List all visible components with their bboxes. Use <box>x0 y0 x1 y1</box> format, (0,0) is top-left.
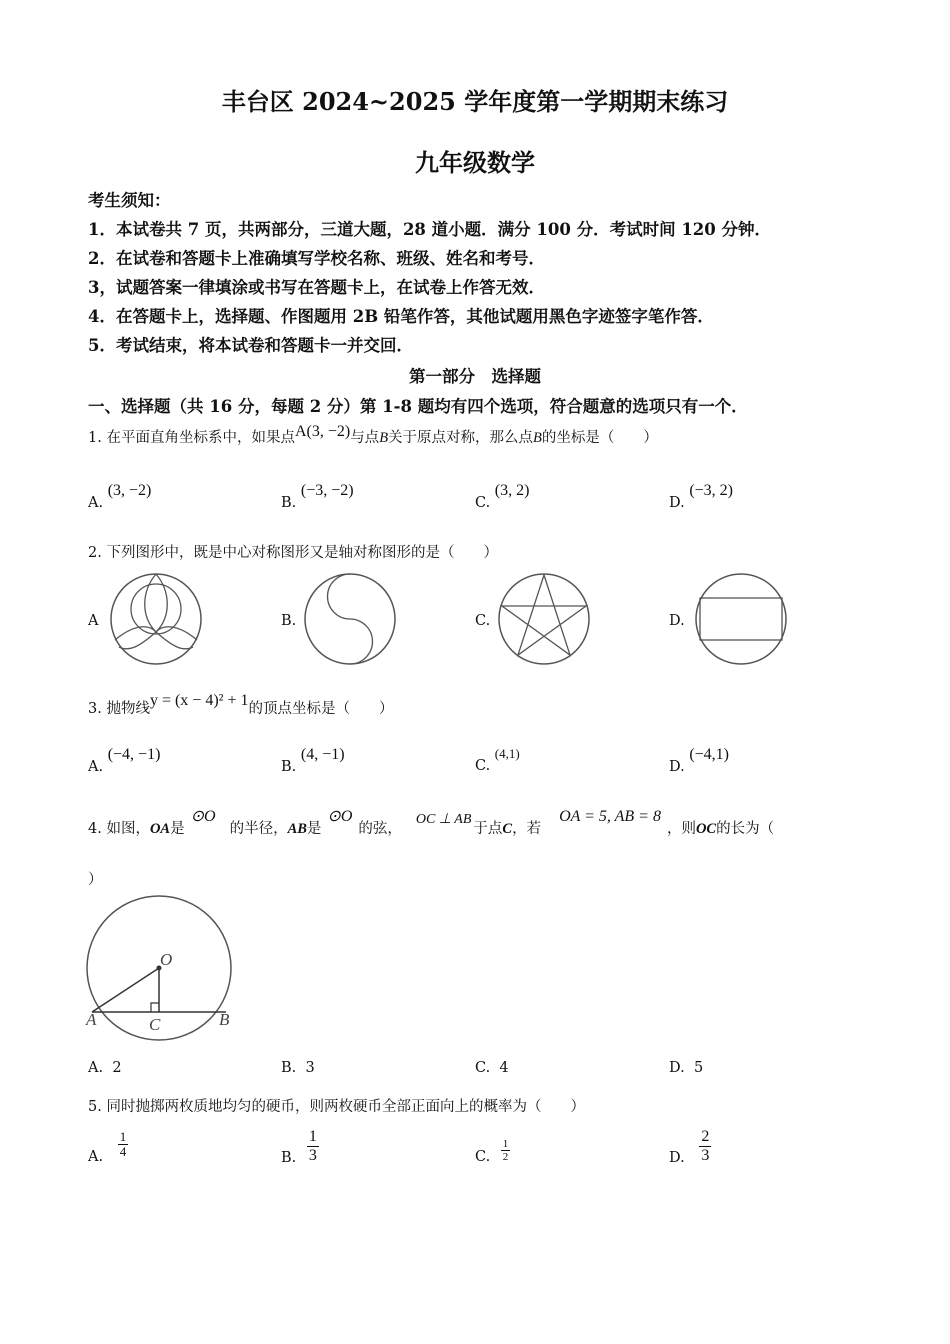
option-label: B. <box>281 1060 297 1076</box>
q4-option-c[interactable] <box>475 1060 509 1076</box>
q3-option-a[interactable] <box>88 746 161 776</box>
q3-option-c[interactable] <box>475 746 520 774</box>
option-label: A. <box>88 1060 104 1076</box>
q5-option-d[interactable] <box>669 1128 711 1167</box>
right-angle-mark <box>151 1003 159 1012</box>
q2-option-b[interactable]: B. <box>281 613 297 629</box>
q5-option-a[interactable] <box>88 1129 128 1165</box>
q1-option-b[interactable] <box>281 482 354 512</box>
radius-oa <box>92 968 159 1012</box>
q1-point: A(3, −2) <box>294 423 351 440</box>
label-o: O <box>160 950 173 969</box>
option-label: C. <box>475 758 491 774</box>
q4-text: 是 <box>306 821 322 837</box>
q3-option-d[interactable] <box>669 746 730 776</box>
fraction <box>699 1128 711 1164</box>
q1-b-var-2: B <box>533 430 542 446</box>
option-label: D. <box>669 1060 685 1076</box>
option-label: C. <box>475 1060 491 1076</box>
option-value: (−4, −1) <box>107 746 161 763</box>
option-label: D. <box>669 759 685 775</box>
option-label: A. <box>88 759 104 775</box>
fraction <box>307 1128 319 1164</box>
notice-item-3: 3，试题答案一律填涂或书写在答题卡上，在试卷上作答无效． <box>88 278 545 297</box>
option-value: 5 <box>693 1060 704 1076</box>
q4-option-b[interactable] <box>281 1060 315 1076</box>
q4-option-d[interactable] <box>669 1060 703 1076</box>
option-value: (4,1) <box>494 746 520 761</box>
option-value: (4, −1) <box>300 746 345 763</box>
option-label: B. <box>281 495 297 511</box>
numerator: 1 <box>308 1128 317 1145</box>
option-label: D. <box>669 1150 685 1167</box>
q1-text-a: 1. 在平面直角坐标系中，如果点 <box>88 430 295 446</box>
option-value: 4 <box>499 1060 509 1076</box>
q4-oa: OA <box>149 821 171 837</box>
q4-text: 于点 <box>473 821 503 837</box>
notice-item-4: 4．在答题卡上，选择题、作图题用 2B 铅笔作答，其他试题用黑色字迹签字笔作答． <box>88 307 714 326</box>
numerator: 2 <box>701 1128 710 1145</box>
q4-text: 4. 如图， <box>88 821 150 837</box>
q4-oc: OC <box>695 821 717 837</box>
q1-option-c[interactable] <box>475 482 530 512</box>
q4-ab: AB <box>287 821 307 837</box>
q1-option-a[interactable] <box>88 482 152 512</box>
question-1 <box>88 423 658 447</box>
page-title: 丰台区 2024~2025 学年度第一学期期末练习 <box>221 87 729 116</box>
notice-heading: 考生须知： <box>88 191 171 210</box>
option-value: (−3, 2) <box>689 482 734 499</box>
q3-text-b: 的顶点坐标是（ ） <box>248 701 394 717</box>
numerator: 1 <box>502 1138 509 1150</box>
q1-text-b: 与点 <box>350 430 380 446</box>
q4-text: 是 <box>170 821 185 837</box>
q5-option-c[interactable] <box>475 1138 510 1163</box>
option-label: A. <box>88 495 104 511</box>
label-b: B <box>219 1010 230 1029</box>
denominator: 3 <box>701 1146 710 1164</box>
section-heading: 一、选择题（共 16 分，每题 2 分）第 1-8 题均有四个选项，符合题意的选项只有一个． <box>88 397 748 416</box>
question-5: 5. 同时抛掷两枚质地均匀的硬币，则两枚硬币全部正面向上的概率为（ ） <box>88 1099 585 1115</box>
option-value: (3, −2) <box>107 482 152 499</box>
label-a: A <box>86 1010 97 1029</box>
numerator: 1 <box>119 1129 127 1144</box>
star-in-circle-icon[interactable] <box>497 572 591 666</box>
q1-text-d: 的坐标是（ ） <box>541 430 658 446</box>
q1-text-c: 关于原点对称，那么点 <box>388 430 534 446</box>
option-value: (3, 2) <box>494 482 530 499</box>
three-arc-circle-icon[interactable] <box>109 572 203 666</box>
q2-option-d[interactable]: D. <box>669 613 685 629</box>
q4-circle-o: ⊙O <box>190 808 216 825</box>
option-value: 2 <box>112 1060 122 1076</box>
q4-close-paren: ） <box>88 872 103 888</box>
q4-text: ，则 <box>666 821 696 837</box>
label-c: C <box>149 1015 161 1034</box>
rectangle-in-circle-icon[interactable] <box>694 572 788 666</box>
yin-yang-curve-circle-icon[interactable] <box>303 572 397 666</box>
q2-option-a[interactable]: A <box>88 613 99 629</box>
option-label: B. <box>281 1150 297 1167</box>
notice-item-2: 2．在试卷和答题卡上准确填写学校名称、班级、姓名和考号． <box>88 249 545 268</box>
page-subtitle: 九年级数学 <box>415 148 535 177</box>
question-4 <box>88 808 775 838</box>
q4-option-a[interactable] <box>88 1060 122 1076</box>
q3-option-b[interactable] <box>281 746 345 776</box>
q4-circle-figure <box>84 893 240 1043</box>
part1-title: 第一部分 选择题 <box>409 367 541 386</box>
denominator: 2 <box>502 1151 509 1164</box>
q4-text: ，若 <box>512 821 542 837</box>
option-label: D. <box>669 495 685 511</box>
option-value: 3 <box>305 1060 315 1076</box>
option-value: (−3, −2) <box>300 482 354 499</box>
fraction <box>501 1138 511 1163</box>
denominator: 3 <box>308 1146 317 1164</box>
q4-text: 的长为（ <box>716 821 775 837</box>
q1-b-var: B <box>379 430 389 446</box>
option-label: A. <box>88 1148 104 1165</box>
fraction <box>118 1130 129 1160</box>
q5-option-b[interactable] <box>281 1128 319 1167</box>
q2-option-c[interactable]: C. <box>475 613 491 629</box>
q4-text: 的弦， <box>358 821 402 837</box>
q4-circle-o-2: ⊙O <box>327 808 353 825</box>
q4-perpendicular: OC ⊥ AB <box>415 812 472 827</box>
question-2: 2. 下列图形中，既是中心对称图形又是轴对称图形的是（ ） <box>88 545 498 561</box>
q4-c: C <box>502 821 513 837</box>
notice-item-5: 5．考试结束，将本试卷和答题卡一并交回． <box>88 336 413 355</box>
q3-text-a: 3. 抛物线 <box>88 701 150 717</box>
option-value: (−4,1) <box>689 746 730 763</box>
option-label: B. <box>281 759 297 775</box>
q4-text: 的半径， <box>229 821 288 837</box>
option-label: C. <box>475 495 491 511</box>
option-label: C. <box>475 1148 491 1165</box>
q1-option-d[interactable] <box>669 482 734 512</box>
q4-given: OA = 5, AB = 8 <box>559 808 661 825</box>
denominator: 4 <box>119 1144 127 1160</box>
notice-item-1: 1．本试卷共 7 页，共两部分，三道大题，28 道小题．满分 100 分．考试时间 120 分钟． <box>88 220 772 239</box>
question-3 <box>88 692 394 718</box>
q3-formula: y = (x − 4)² + 1 <box>149 692 249 709</box>
